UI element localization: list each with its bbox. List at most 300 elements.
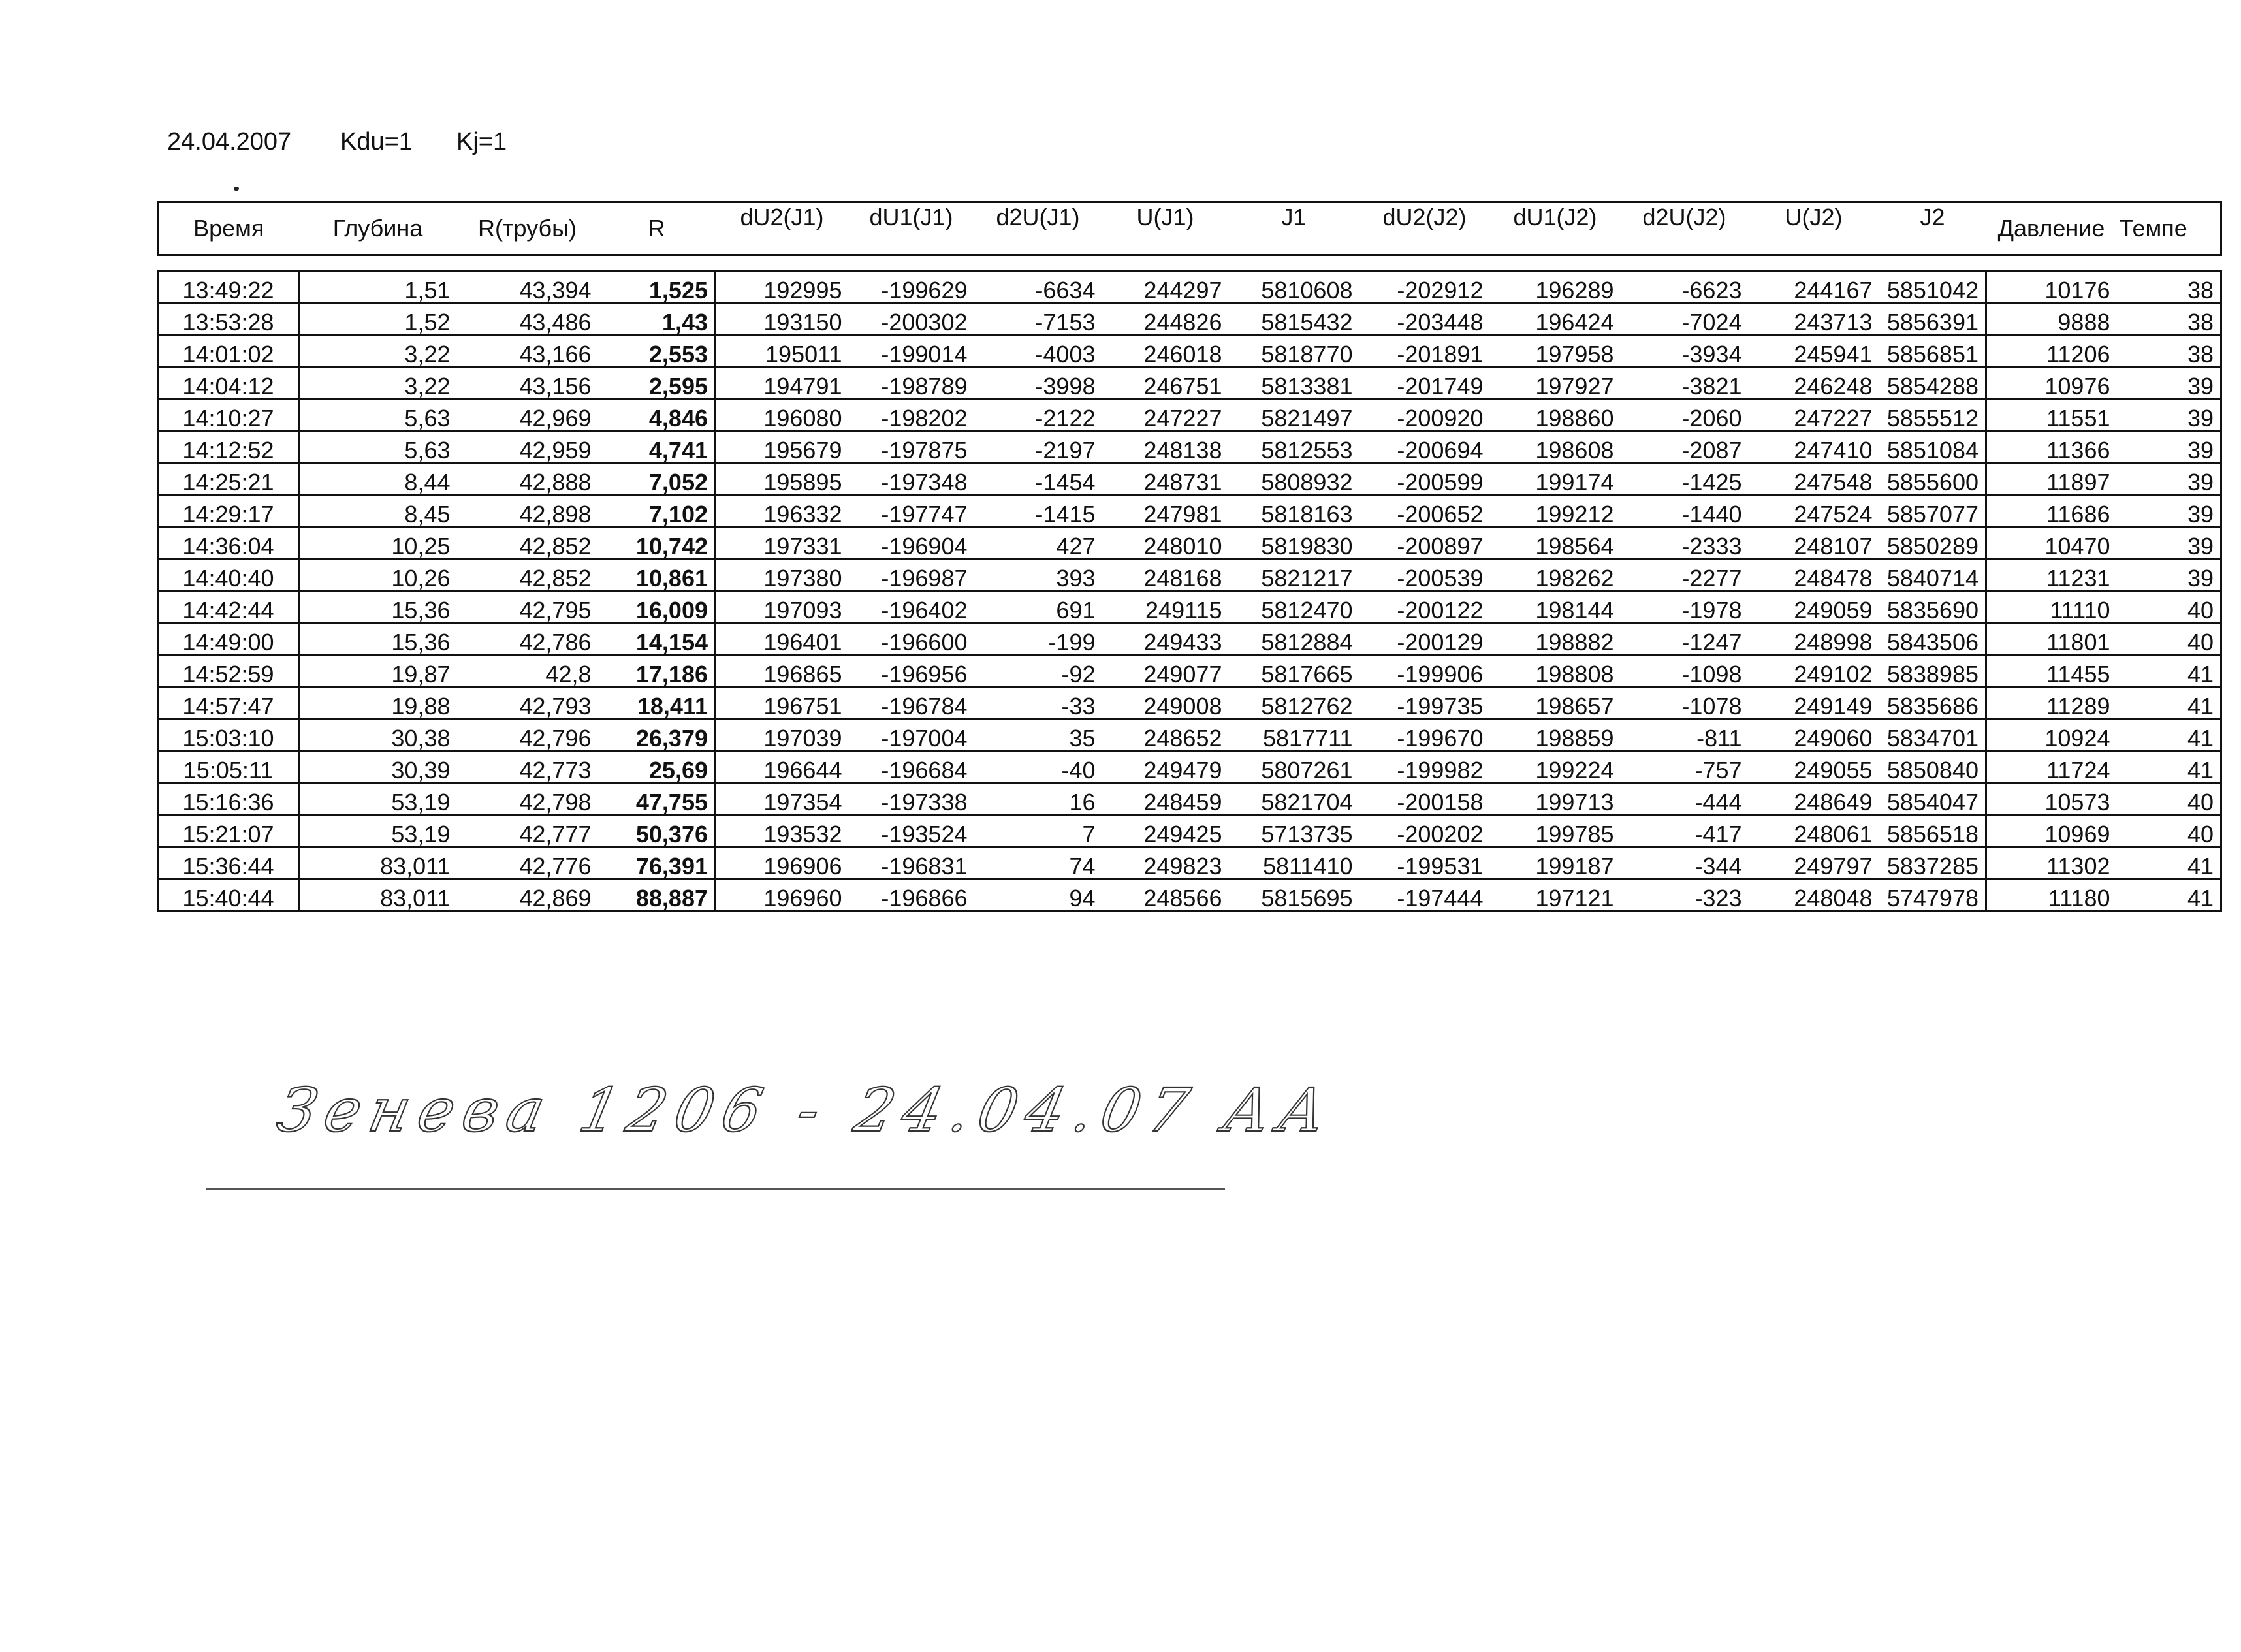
- table-cell: 246248: [1749, 368, 1879, 400]
- table-cell: -200539: [1359, 560, 1490, 592]
- table-cell: -196831: [849, 848, 974, 880]
- table-cell: -198202: [849, 400, 974, 432]
- table-cell: 196751: [716, 688, 849, 720]
- table-cell: -200302: [849, 304, 974, 336]
- table-cell: 94: [974, 880, 1102, 912]
- table-cell: 41: [2117, 656, 2221, 688]
- table-cell: 11686: [1986, 496, 2117, 528]
- table-cell: 198262: [1490, 560, 1621, 592]
- table-cell: 15,36: [299, 592, 457, 624]
- table-cell: 198859: [1490, 720, 1621, 752]
- table-cell: -1247: [1621, 624, 1749, 656]
- table-cell: 42,793: [457, 688, 598, 720]
- table-cell: -92: [974, 656, 1102, 688]
- table-cell: 5851084: [1879, 432, 1986, 464]
- table-cell: 10,861: [598, 560, 716, 592]
- table-cell: 196865: [716, 656, 849, 688]
- table-cell: 5817711: [1229, 720, 1359, 752]
- table-cell: -199735: [1359, 688, 1490, 720]
- table-cell: 197958: [1490, 336, 1621, 368]
- table-cell: -193524: [849, 816, 974, 848]
- table-cell: 246751: [1102, 368, 1229, 400]
- table-cell: 14,154: [598, 624, 716, 656]
- table-cell: 15:05:11: [158, 752, 299, 784]
- table-cell: -200129: [1359, 624, 1490, 656]
- table-cell: 40: [2117, 784, 2221, 816]
- table-cell: -2197: [974, 432, 1102, 464]
- table-cell: 11110: [1986, 592, 2117, 624]
- table-cell: 14:49:00: [158, 624, 299, 656]
- table-cell: 7,052: [598, 464, 716, 496]
- table-cell: 38: [2117, 272, 2221, 304]
- table-cell: 13:53:28: [158, 304, 299, 336]
- table-cell: 247981: [1102, 496, 1229, 528]
- table-cell: 5837285: [1879, 848, 1986, 880]
- handwritten-signature: [271, 1071, 1342, 1149]
- table-cell: -197004: [849, 720, 974, 752]
- table-cell: 42,786: [457, 624, 598, 656]
- table-cell: 42,959: [457, 432, 598, 464]
- table-cell: 247227: [1102, 400, 1229, 432]
- table-cell: 39: [2117, 400, 2221, 432]
- table-cell: 194791: [716, 368, 849, 400]
- table-cell: 195679: [716, 432, 849, 464]
- table-cell: 10573: [1986, 784, 2117, 816]
- table-cell: -200202: [1359, 816, 1490, 848]
- table-cell: -33: [974, 688, 1102, 720]
- table-cell: 248107: [1749, 528, 1879, 560]
- table-cell: 3,22: [299, 368, 457, 400]
- table-cell: 249797: [1749, 848, 1879, 880]
- table-cell: 244297: [1102, 272, 1229, 304]
- table-body: [158, 272, 2221, 912]
- table-cell: -198789: [849, 368, 974, 400]
- table-cell: 5838985: [1879, 656, 1986, 688]
- table-cell: 14:29:17: [158, 496, 299, 528]
- table-cell: -197444: [1359, 880, 1490, 912]
- column-header: J2: [1879, 202, 1986, 255]
- table-cell: 19,88: [299, 688, 457, 720]
- table-cell: 5843506: [1879, 624, 1986, 656]
- table-cell: 249823: [1102, 848, 1229, 880]
- table-cell: 5850840: [1879, 752, 1986, 784]
- table-cell: -199982: [1359, 752, 1490, 784]
- table-cell: 197121: [1490, 880, 1621, 912]
- table-cell: 5850289: [1879, 528, 1986, 560]
- table-cell: 199224: [1490, 752, 1621, 784]
- table-cell: -444: [1621, 784, 1749, 816]
- table-header-row: [158, 202, 2221, 255]
- table-cell: -199014: [849, 336, 974, 368]
- table-cell: 249479: [1102, 752, 1229, 784]
- table-cell: 198564: [1490, 528, 1621, 560]
- table-cell: 74: [974, 848, 1102, 880]
- table-cell: 19,87: [299, 656, 457, 688]
- scan-speck: [234, 187, 239, 191]
- table-cell: 30,38: [299, 720, 457, 752]
- table-cell: -197875: [849, 432, 974, 464]
- table-cell: 8,44: [299, 464, 457, 496]
- table-cell: -200920: [1359, 400, 1490, 432]
- table-cell: 11801: [1986, 624, 2117, 656]
- table-cell: 249060: [1749, 720, 1879, 752]
- table-cell: 197380: [716, 560, 849, 592]
- table-cell: 5,63: [299, 432, 457, 464]
- table-cell: 5810608: [1229, 272, 1359, 304]
- table-cell: 15:21:07: [158, 816, 299, 848]
- table-cell: 249115: [1102, 592, 1229, 624]
- table-cell: 199174: [1490, 464, 1621, 496]
- table-cell: 5713735: [1229, 816, 1359, 848]
- table-cell: -323: [1621, 880, 1749, 912]
- table-cell: 83,011: [299, 848, 457, 880]
- table-cell: 193532: [716, 816, 849, 848]
- table-cell: 5,63: [299, 400, 457, 432]
- column-header: dU2(J2): [1359, 202, 1490, 255]
- table-cell: 11302: [1986, 848, 2117, 880]
- table-cell: 197927: [1490, 368, 1621, 400]
- table-cell: 13:49:22: [158, 272, 299, 304]
- table-cell: 5855512: [1879, 400, 1986, 432]
- column-header: Глубина: [299, 202, 457, 255]
- column-header: d2U(J1): [974, 202, 1102, 255]
- table-cell: 196644: [716, 752, 849, 784]
- table-cell: 43,156: [457, 368, 598, 400]
- table-cell: 42,852: [457, 528, 598, 560]
- column-header: U(J1): [1102, 202, 1229, 255]
- table-cell: -2333: [1621, 528, 1749, 560]
- table-cell: -201891: [1359, 336, 1490, 368]
- table-cell: 42,777: [457, 816, 598, 848]
- table-cell: 11724: [1986, 752, 2117, 784]
- table-cell: 39: [2117, 368, 2221, 400]
- table-cell: -203448: [1359, 304, 1490, 336]
- table-cell: 14:42:44: [158, 592, 299, 624]
- table-cell: -3998: [974, 368, 1102, 400]
- table-cell: -1978: [1621, 592, 1749, 624]
- table-cell: 15:03:10: [158, 720, 299, 752]
- table-cell: 5812762: [1229, 688, 1359, 720]
- table-row: [158, 560, 2221, 592]
- table-cell: 7: [974, 816, 1102, 848]
- table-cell: 5818163: [1229, 496, 1359, 528]
- table-cell: 249077: [1102, 656, 1229, 688]
- table-cell: -811: [1621, 720, 1749, 752]
- table-cell: 197354: [716, 784, 849, 816]
- table-cell: -199531: [1359, 848, 1490, 880]
- table-cell: 4,846: [598, 400, 716, 432]
- column-header: R: [598, 202, 716, 255]
- table-cell: 42,773: [457, 752, 598, 784]
- table-cell: 5856391: [1879, 304, 1986, 336]
- table-row: [158, 592, 2221, 624]
- table-cell: -417: [1621, 816, 1749, 848]
- table-cell: 248459: [1102, 784, 1229, 816]
- table-cell: 199713: [1490, 784, 1621, 816]
- table-cell: 42,795: [457, 592, 598, 624]
- table-cell: 5834701: [1879, 720, 1986, 752]
- table-cell: 76,391: [598, 848, 716, 880]
- table-cell: 38: [2117, 304, 2221, 336]
- table-cell: 198808: [1490, 656, 1621, 688]
- table-cell: 5835690: [1879, 592, 1986, 624]
- table-cell: 43,486: [457, 304, 598, 336]
- table-cell: 11180: [1986, 880, 2117, 912]
- table-row: [158, 752, 2221, 784]
- table-cell: 199785: [1490, 816, 1621, 848]
- table-cell: 43,166: [457, 336, 598, 368]
- table-cell: 248010: [1102, 528, 1229, 560]
- table-cell: 195011: [716, 336, 849, 368]
- table-cell: 18,411: [598, 688, 716, 720]
- table-cell: 14:01:02: [158, 336, 299, 368]
- table-row: [158, 304, 2221, 336]
- table-cell: -4003: [974, 336, 1102, 368]
- table-cell: 248652: [1102, 720, 1229, 752]
- table-cell: 5835686: [1879, 688, 1986, 720]
- table-cell: -197348: [849, 464, 974, 496]
- table-cell: 245941: [1749, 336, 1879, 368]
- kj-coefficient: Kj=1: [456, 128, 507, 155]
- table-cell: -1078: [1621, 688, 1749, 720]
- table-cell: 247548: [1749, 464, 1879, 496]
- table-cell: 42,969: [457, 400, 598, 432]
- table-cell: 42,852: [457, 560, 598, 592]
- table-cell: 196401: [716, 624, 849, 656]
- table-cell: 244167: [1749, 272, 1879, 304]
- table-cell: 5821217: [1229, 560, 1359, 592]
- table-cell: -200158: [1359, 784, 1490, 816]
- table-cell: 691: [974, 592, 1102, 624]
- table-cell: -1098: [1621, 656, 1749, 688]
- measurement-table: [157, 201, 2222, 912]
- table-cell: -199629: [849, 272, 974, 304]
- table-cell: 197093: [716, 592, 849, 624]
- table-cell: 5812884: [1229, 624, 1359, 656]
- table-cell: -202912: [1359, 272, 1490, 304]
- table-cell: 35: [974, 720, 1102, 752]
- table-cell: 42,869: [457, 880, 598, 912]
- table-cell: 5815432: [1229, 304, 1359, 336]
- table-cell: 14:36:04: [158, 528, 299, 560]
- table-cell: 248168: [1102, 560, 1229, 592]
- column-header: R(трубы): [457, 202, 598, 255]
- table-cell: -196784: [849, 688, 974, 720]
- table-cell: -2277: [1621, 560, 1749, 592]
- table-cell: 249425: [1102, 816, 1229, 848]
- table-cell: 5747978: [1879, 880, 1986, 912]
- table-cell: -199906: [1359, 656, 1490, 688]
- table-cell: 193150: [716, 304, 849, 336]
- table-cell: 39: [2117, 496, 2221, 528]
- table-cell: 11289: [1986, 688, 2117, 720]
- table-cell: -200694: [1359, 432, 1490, 464]
- table-cell: 248566: [1102, 880, 1229, 912]
- table-cell: 249149: [1749, 688, 1879, 720]
- table-cell: -200122: [1359, 592, 1490, 624]
- table-cell: -196866: [849, 880, 974, 912]
- table-cell: 198657: [1490, 688, 1621, 720]
- table-cell: -1440: [1621, 496, 1749, 528]
- table-cell: 5807261: [1229, 752, 1359, 784]
- table-cell: 14:04:12: [158, 368, 299, 400]
- table-cell: 53,19: [299, 816, 457, 848]
- table-cell: 4,741: [598, 432, 716, 464]
- report-date: 24.04.2007: [167, 128, 292, 155]
- table-cell: 9888: [1986, 304, 2117, 336]
- table-cell: 14:40:40: [158, 560, 299, 592]
- table-cell: -3821: [1621, 368, 1749, 400]
- table-cell: 248061: [1749, 816, 1879, 848]
- table-cell: -6634: [974, 272, 1102, 304]
- table-cell: 15,36: [299, 624, 457, 656]
- column-header: d2U(J2): [1621, 202, 1749, 255]
- table-cell: 14:25:21: [158, 464, 299, 496]
- column-header: Темпе: [2117, 202, 2221, 255]
- table-cell: 5851042: [1879, 272, 1986, 304]
- table-row: [158, 432, 2221, 464]
- table-cell: 248731: [1102, 464, 1229, 496]
- table-cell: 41: [2117, 880, 2221, 912]
- table-cell: -3934: [1621, 336, 1749, 368]
- table-cell: 42,798: [457, 784, 598, 816]
- signature-underline: [206, 1188, 1225, 1190]
- table-cell: 198860: [1490, 400, 1621, 432]
- table-row: [158, 624, 2221, 656]
- table-cell: 14:10:27: [158, 400, 299, 432]
- table-cell: -196987: [849, 560, 974, 592]
- table-cell: 247227: [1749, 400, 1879, 432]
- table-cell: -199: [974, 624, 1102, 656]
- table-cell: -197747: [849, 496, 974, 528]
- kdu-coefficient: Kdu=1: [340, 128, 413, 155]
- table-cell: 5854288: [1879, 368, 1986, 400]
- table-cell: 15:16:36: [158, 784, 299, 816]
- table-cell: 39: [2117, 432, 2221, 464]
- table-cell: 5856851: [1879, 336, 1986, 368]
- table-cell: 5811410: [1229, 848, 1359, 880]
- table-cell: 26,379: [598, 720, 716, 752]
- signature-text: Зенева 1206 - 24.04.07 АА: [271, 1075, 1342, 1145]
- table-cell: 10,25: [299, 528, 457, 560]
- table-row: [158, 336, 2221, 368]
- table-cell: 15:40:44: [158, 880, 299, 912]
- table-cell: 10,742: [598, 528, 716, 560]
- table-cell: 5813381: [1229, 368, 1359, 400]
- table-cell: 2,595: [598, 368, 716, 400]
- table-cell: 39: [2117, 528, 2221, 560]
- column-header: dU1(J2): [1490, 202, 1621, 255]
- table-cell: 42,888: [457, 464, 598, 496]
- table-cell: 17,186: [598, 656, 716, 688]
- table-cell: 427: [974, 528, 1102, 560]
- table-cell: 248138: [1102, 432, 1229, 464]
- table-cell: 47,755: [598, 784, 716, 816]
- table-cell: 198882: [1490, 624, 1621, 656]
- table-cell: 199212: [1490, 496, 1621, 528]
- table-cell: 14:12:52: [158, 432, 299, 464]
- table-cell: 248478: [1749, 560, 1879, 592]
- table-cell: 196289: [1490, 272, 1621, 304]
- table-cell: 83,011: [299, 880, 457, 912]
- table-cell: 53,19: [299, 784, 457, 816]
- table-cell: -200897: [1359, 528, 1490, 560]
- table-cell: 40: [2117, 816, 2221, 848]
- table-cell: 243713: [1749, 304, 1879, 336]
- table-cell: -197338: [849, 784, 974, 816]
- table-cell: 5815695: [1229, 880, 1359, 912]
- table-row: [158, 880, 2221, 912]
- table-cell: 195895: [716, 464, 849, 496]
- table-cell: -196956: [849, 656, 974, 688]
- table-cell: -2087: [1621, 432, 1749, 464]
- table-row: [158, 688, 2221, 720]
- table-cell: 199187: [1490, 848, 1621, 880]
- table-row: [158, 848, 2221, 880]
- table-cell: 41: [2117, 720, 2221, 752]
- table-cell: 5840714: [1879, 560, 1986, 592]
- table-row: [158, 656, 2221, 688]
- table-cell: 11897: [1986, 464, 2117, 496]
- table-cell: 5818770: [1229, 336, 1359, 368]
- table-cell: 10176: [1986, 272, 2117, 304]
- table-cell: 42,898: [457, 496, 598, 528]
- column-header: Время: [158, 202, 299, 255]
- table-cell: 198608: [1490, 432, 1621, 464]
- table-cell: -200652: [1359, 496, 1490, 528]
- table-cell: 248649: [1749, 784, 1879, 816]
- table-cell: 7,102: [598, 496, 716, 528]
- table-cell: 14:52:59: [158, 656, 299, 688]
- table-cell: 5856518: [1879, 816, 1986, 848]
- table-cell: -196904: [849, 528, 974, 560]
- table-cell: -6623: [1621, 272, 1749, 304]
- table-cell: -7024: [1621, 304, 1749, 336]
- table-cell: 10969: [1986, 816, 2117, 848]
- table-cell: 249055: [1749, 752, 1879, 784]
- table-cell: 1,43: [598, 304, 716, 336]
- table-cell: 16: [974, 784, 1102, 816]
- table-cell: 5808932: [1229, 464, 1359, 496]
- table-cell: 3,22: [299, 336, 457, 368]
- table-cell: -2122: [974, 400, 1102, 432]
- column-header: J1: [1229, 202, 1359, 255]
- table-cell: 197039: [716, 720, 849, 752]
- table-cell: 10,26: [299, 560, 457, 592]
- table-cell: 198144: [1490, 592, 1621, 624]
- table-cell: 30,39: [299, 752, 457, 784]
- table-row: [158, 400, 2221, 432]
- table-cell: 15:36:44: [158, 848, 299, 880]
- table-cell: 249433: [1102, 624, 1229, 656]
- table-cell: 244826: [1102, 304, 1229, 336]
- table-cell: 39: [2117, 464, 2221, 496]
- table-cell: 5819830: [1229, 528, 1359, 560]
- table-cell: -199670: [1359, 720, 1490, 752]
- column-header: dU2(J1): [716, 202, 849, 255]
- table-cell: 5857077: [1879, 496, 1986, 528]
- table-cell: 42,8: [457, 656, 598, 688]
- table-cell: -2060: [1621, 400, 1749, 432]
- table-cell: 5821497: [1229, 400, 1359, 432]
- table-cell: 249059: [1749, 592, 1879, 624]
- table-cell: 246018: [1102, 336, 1229, 368]
- table-cell: 247524: [1749, 496, 1879, 528]
- table-cell: -7153: [974, 304, 1102, 336]
- table-cell: 43,394: [457, 272, 598, 304]
- table-cell: 11366: [1986, 432, 2117, 464]
- table-cell: 16,009: [598, 592, 716, 624]
